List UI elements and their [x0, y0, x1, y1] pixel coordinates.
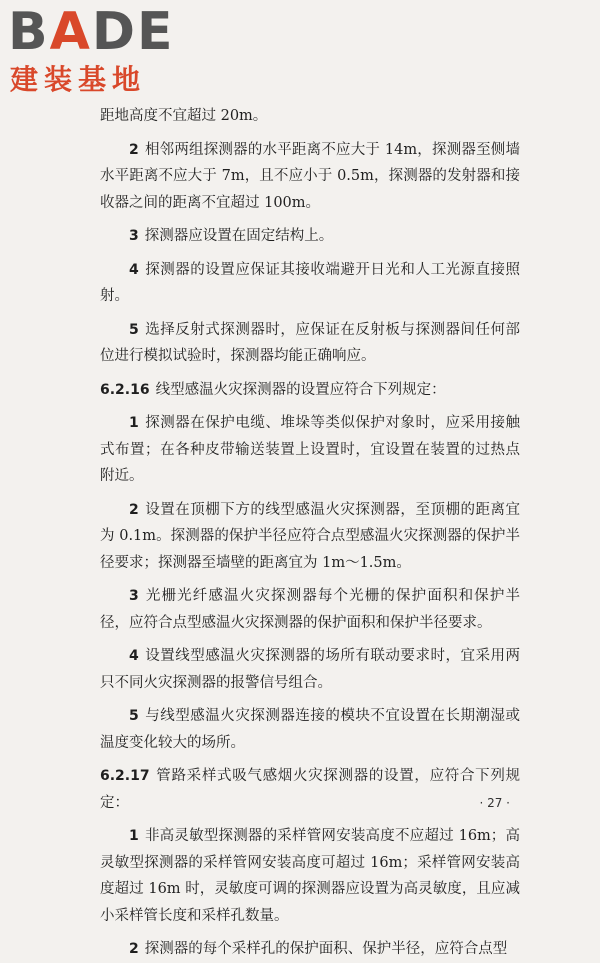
item-number: 1: [129, 828, 139, 844]
paragraph-text: 设置在顶棚下方的线型感温火灾探测器，至顶棚的距离宜为 0.1m。探测器的保护半径应符合点型感温火灾探测器的保护半径要求；探测器至墙壁的距离宜为 1m～1.5m。: [100, 501, 520, 571]
item-number: 4: [129, 648, 139, 664]
item-number: 5: [129, 321, 139, 338]
paragraph-text: 探测器在保护电缆、堆垛等类似保护对象时，应采用接触式布置；在各种皮带输送装置上设置时，宜设置在装置的过热点附近。: [100, 415, 520, 484]
section-title: 线型感温火灾探测器的设置应符合下列规定：: [155, 381, 446, 398]
item-number: 2: [129, 501, 139, 518]
section-number: 6.2.16: [100, 381, 150, 398]
item-number: 4: [129, 261, 139, 278]
paragraph: [100, 643, 520, 696]
paragraph-text: 探测器应设置在固定结构上。: [144, 228, 334, 244]
section-number: 6.2.17: [100, 768, 150, 784]
item-number: 3: [129, 228, 139, 244]
paragraph: [100, 137, 520, 217]
paragraph: [100, 410, 520, 490]
paragraph-text: 与线型感温火灾探测器连接的模块不宜设置在长期潮湿或温度变化较大的场所。: [100, 708, 520, 751]
paragraph: [100, 583, 520, 636]
logo-letters-de: DE: [91, 2, 175, 62]
paragraph-text: 探测器的设置应保证其接收端避开日光和人工光源直接照射。: [100, 261, 520, 304]
item-number: 5: [129, 708, 139, 724]
paragraph-text: 设置线型感温火灾探测器的场所有联动要求时，宜采用两只不同火灾探测器的报警信号组合。: [100, 648, 520, 691]
paragraph: [100, 257, 520, 310]
paragraph: [100, 823, 520, 929]
document-body: [100, 103, 520, 963]
paragraph-text: 相邻两组探测器的水平距离不应大于 14m，探测器至侧墙水平距离不应大于 7m，且不应小于 0.5m，探测器的发射器和接收器之间的距离不宜超过 100m。: [100, 141, 520, 211]
paragraph-text: 非高灵敏型探测器的采样管网安装高度不应超过 16m；高灵敏型探测器的采样管网安装高度可超过 16m；采样管网安装高度超过 16m 时，灵敏度可调的探测器应设置为高灵敏度，且应减小采样管长度和采样孔数量。: [100, 828, 520, 924]
logo-letter-a: A: [49, 2, 92, 62]
paragraph: [100, 497, 520, 577]
paragraph: [100, 317, 520, 370]
logo-subtitle: 建装基地: [10, 63, 147, 96]
logo-wordmark: [8, 2, 175, 62]
item-number: 1: [129, 415, 139, 431]
paragraph: [100, 103, 520, 130]
paragraph: [100, 223, 520, 250]
item-number: 2: [129, 141, 139, 158]
bade-logo: [8, 2, 178, 101]
paragraph-text: 距地高度不宜超过 20m。: [100, 108, 268, 124]
paragraph-text: 探测器的每个采样孔的保护面积、保护半径，应符合点型: [144, 941, 508, 957]
section-heading: [100, 377, 520, 404]
paragraph-text: 选择反射式探测器时，应保证在反射板与探测器间任何部位进行模拟试验时，探测器均能正确响应。: [100, 321, 520, 364]
paragraph: [100, 703, 520, 756]
item-number: 3: [129, 588, 139, 604]
section-title: 管路采样式吸气感烟火灾探测器的设置，应符合下列规定：: [100, 768, 520, 811]
paragraph-text: 光栅光纤感温火灾探测器每个光栅的保护面积和保护半径，应符合点型感温火灾探测器的保护面积和保护半径要求。: [100, 588, 520, 631]
page-number: · 27 ·: [479, 796, 510, 810]
logo-letter-b: B: [8, 2, 50, 62]
item-number: 2: [129, 941, 139, 957]
section-heading: [100, 763, 520, 816]
paragraph: [100, 936, 520, 963]
